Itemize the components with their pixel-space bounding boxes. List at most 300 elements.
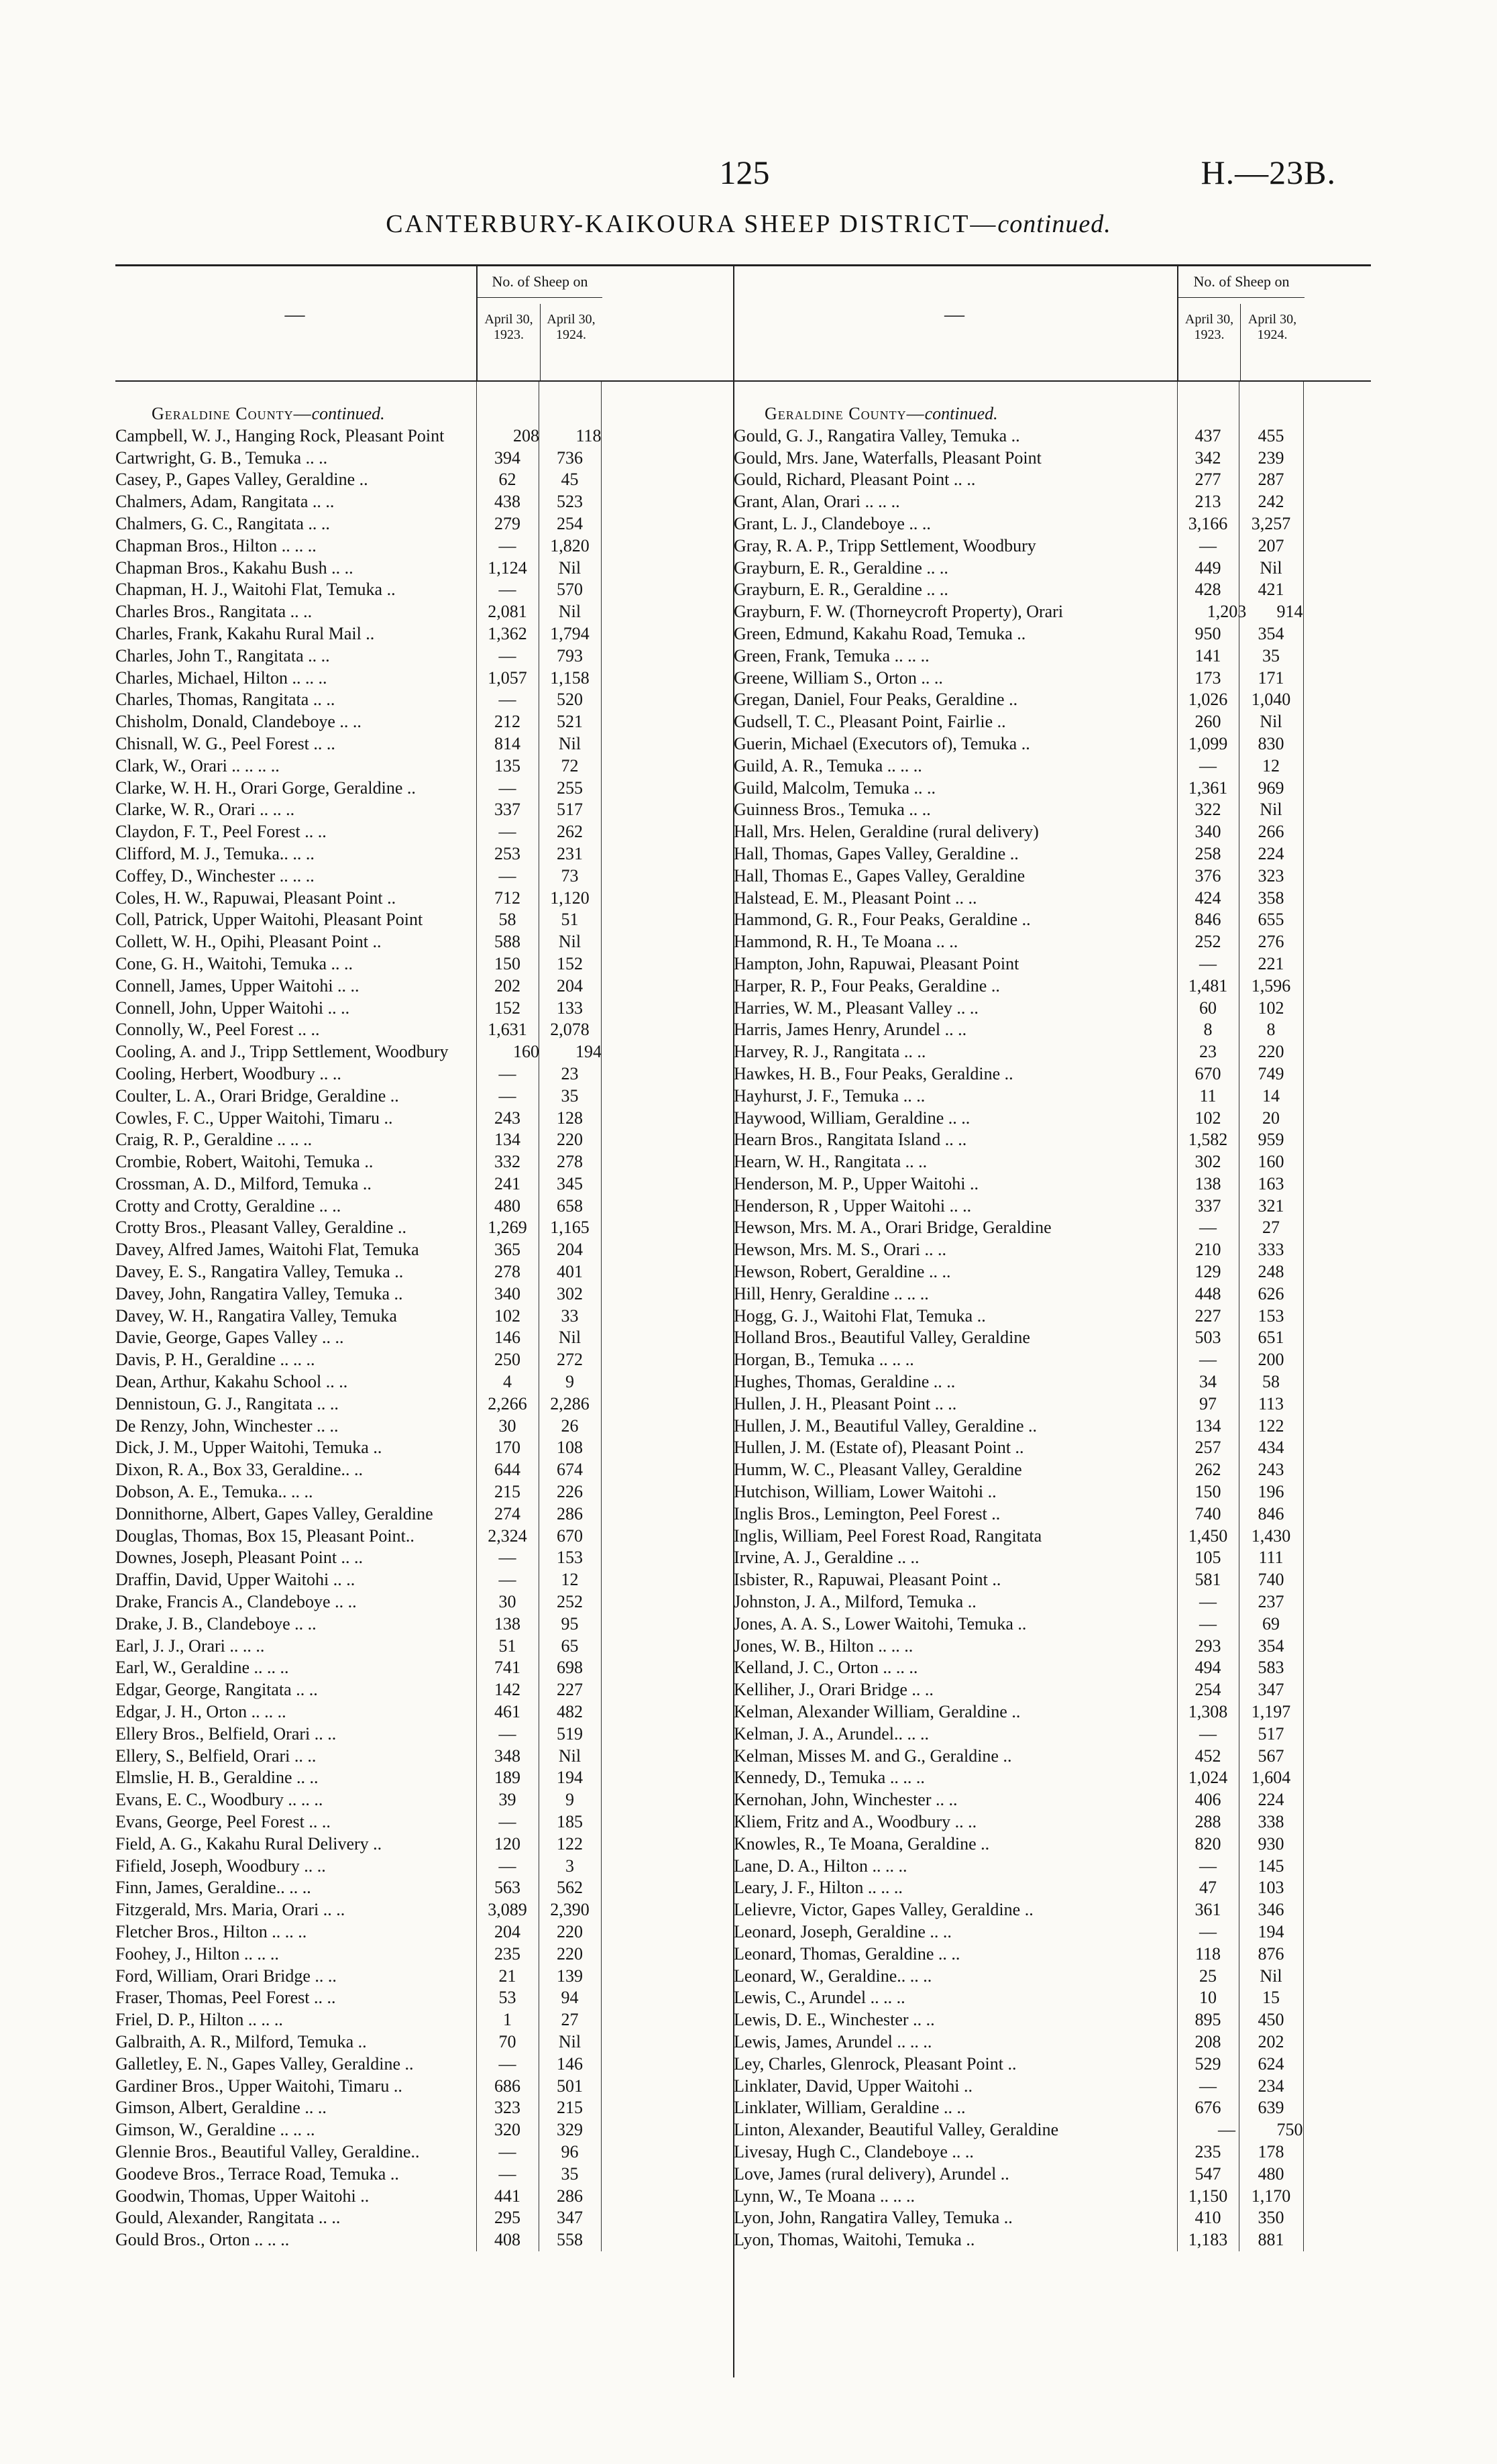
- owner-name: Draffin, David, Upper Waitohi .. ..: [115, 1570, 355, 1590]
- owner-name: Drake, J. B., Clandeboye .. ..: [115, 1613, 317, 1633]
- sheep-count-1924: 237: [1258, 1592, 1284, 1612]
- table-row: [115, 557, 736, 580]
- owner-name: Ellery Bros., Belfield, Orari .. ..: [115, 1723, 337, 1744]
- sheep-count-1924: 749: [1258, 1063, 1284, 1083]
- right-table: [734, 264, 1371, 2251]
- sheep-count-1923: 814: [494, 733, 520, 753]
- sheep-count-1924: 1,165: [550, 1218, 590, 1238]
- sheep-count-1924: 27: [561, 2010, 579, 2030]
- owner-name: Earl, W., Geraldine .. .. ..: [115, 1658, 289, 1678]
- owner-name: Grant, Alan, Orari .. .. ..: [734, 492, 900, 512]
- table-row: [115, 2009, 736, 2031]
- owner-name: Davey, John, Rangatira Valley, Temuka ..: [115, 1283, 403, 1303]
- sheep-count-1923: 895: [1195, 2010, 1221, 2030]
- sheep-count-1923: 676: [1195, 2098, 1221, 2118]
- sheep-count-1924: 239: [1258, 447, 1284, 468]
- table-row: [115, 1283, 736, 1305]
- sheep-count-1923: —: [498, 2141, 516, 2161]
- table-row: [115, 513, 736, 535]
- owner-name: Goodeve Bros., Terrace Road, Temuka ..: [115, 2163, 399, 2184]
- owner-name: Guinness Bros., Temuka .. ..: [734, 800, 931, 820]
- sheep-count-1923: 365: [494, 1240, 520, 1260]
- sheep-count-1923: 34: [1199, 1372, 1217, 1392]
- table-row: [734, 1679, 1371, 1701]
- sheep-count-1923: —: [498, 822, 516, 842]
- left-rule-c: [601, 382, 602, 2251]
- owner-name: Grayburn, E. R., Geraldine .. ..: [734, 580, 948, 600]
- sheep-count-1923: 288: [1195, 1812, 1221, 1831]
- sheep-count-1924: 202: [1258, 2031, 1284, 2051]
- owner-name: Chapman Bros., Kakahu Bush .. ..: [115, 557, 353, 578]
- sheep-count-1923: —: [1199, 2076, 1217, 2096]
- right-rule-a: [1177, 382, 1178, 2251]
- sheep-count-1923: —: [1199, 1723, 1217, 1744]
- sheep-count-1924: 220: [1258, 1042, 1284, 1062]
- sheep-count-1924: 9: [565, 1790, 574, 1810]
- owner-name: Halstead, E. M., Pleasant Point .. ..: [734, 888, 977, 908]
- right-rows-body: [734, 425, 1371, 2251]
- table-row: [734, 778, 1371, 800]
- table-row: [115, 1789, 736, 1811]
- table-row: [734, 645, 1371, 667]
- sheep-count-1924: 254: [557, 513, 583, 533]
- sheep-count-1924: 793: [557, 645, 583, 665]
- left-spacer: [115, 382, 736, 403]
- table-row: [115, 2119, 736, 2141]
- sheep-count-1923: 235: [494, 1943, 520, 1964]
- owner-name: Inglis Bros., Lemington, Peel Forest ..: [734, 1503, 1001, 1523]
- sheep-count-1924: Nil: [558, 602, 581, 622]
- sheep-count-1924: 227: [557, 1680, 583, 1700]
- sheep-count-1923: 1,124: [488, 557, 527, 578]
- sheep-count-1924: 354: [1258, 1636, 1284, 1656]
- sheep-count-1923: 547: [1195, 2163, 1221, 2184]
- table-row: [734, 623, 1371, 645]
- sheep-count-1923: 10: [1199, 1988, 1217, 2008]
- sheep-count-1923: 274: [494, 1503, 520, 1523]
- sheep-count-1924: 2,390: [550, 1900, 590, 1920]
- table-row: [734, 931, 1371, 953]
- sheep-count-1923: 278: [494, 1262, 520, 1282]
- table-row: [115, 1921, 736, 1943]
- owner-name: Kelman, J. A., Arundel.. .. ..: [734, 1723, 930, 1744]
- owner-name: De Renzy, John, Winchester .. ..: [115, 1415, 339, 1436]
- sheep-count-1924: 740: [1258, 1570, 1284, 1590]
- sheep-count-1923: 332: [494, 1152, 520, 1172]
- sheep-count-1924: 194: [1258, 1921, 1284, 1941]
- sheep-count-1924: 72: [561, 755, 579, 775]
- sheep-count-1924: 122: [1258, 1415, 1284, 1436]
- table-row: [734, 2076, 1371, 2098]
- owner-name: Gould, Richard, Pleasant Point .. ..: [734, 470, 976, 490]
- sheep-count-1923: 138: [1195, 1173, 1221, 1193]
- table-row: [734, 843, 1371, 865]
- owner-name: Finn, James, Geraldine.. .. ..: [115, 1878, 311, 1898]
- table-row: [734, 1657, 1371, 1679]
- sheep-count-1923: 173: [1195, 667, 1221, 688]
- sheep-count-1923: 150: [494, 953, 520, 973]
- table-row: [734, 1987, 1371, 2009]
- owner-name: Connell, James, Upper Waitohi .. ..: [115, 975, 359, 996]
- owner-name: Dobson, A. E., Temuka.. .. ..: [115, 1482, 313, 1502]
- table-row: [115, 2207, 736, 2229]
- sheep-count-1923: 348: [494, 1746, 520, 1766]
- sheep-count-1924: 111: [1258, 1548, 1284, 1568]
- sheep-count-1924: 501: [557, 2076, 583, 2096]
- table-row: [734, 1503, 1371, 1525]
- owner-name: Linklater, David, Upper Waitohi ..: [734, 2076, 973, 2096]
- sheep-count-1924: 583: [1258, 1658, 1284, 1678]
- sheep-count-1924: 567: [1258, 1746, 1284, 1766]
- sheep-count-1923: 204: [494, 1921, 520, 1941]
- left-rule-a: [476, 382, 477, 2251]
- owner-name: Galbraith, A. R., Milford, Temuka ..: [115, 2031, 367, 2051]
- table-row: [115, 2097, 736, 2119]
- sheep-count-1923: —: [1199, 755, 1217, 775]
- table-row: [115, 1085, 736, 1108]
- sheep-count-1924: Nil: [1260, 712, 1282, 732]
- table-row: [734, 1723, 1371, 1746]
- sheep-count-1923: 118: [1195, 1943, 1221, 1964]
- owner-name: Dixon, R. A., Box 33, Geraldine.. ..: [115, 1460, 364, 1480]
- sheep-count-1923: 135: [494, 755, 520, 775]
- table-row: [115, 1019, 736, 1041]
- sheep-count-1923: —: [1199, 1856, 1217, 1876]
- sheep-count-1924: 329: [557, 2120, 583, 2140]
- table-row: [734, 1613, 1371, 1636]
- sheep-count-1923: —: [1199, 1218, 1217, 1238]
- sheep-count-1924: 345: [557, 1173, 583, 1193]
- sheep-count-1923: —: [1199, 1592, 1217, 1612]
- sheep-count-1924: 204: [557, 1240, 583, 1260]
- owner-name: Hall, Thomas, Gapes Valley, Geraldine ..: [734, 843, 1019, 863]
- table-row: [734, 1349, 1371, 1371]
- table-row: [734, 2163, 1371, 2186]
- owner-name: Kelland, J. C., Orton .. .. ..: [734, 1658, 918, 1678]
- owner-name: Hall, Mrs. Helen, Geraldine (rural delivery): [734, 822, 1039, 842]
- table-row: [115, 1063, 736, 1085]
- owner-name: Gould, G. J., Rangatira Valley, Temuka ..: [734, 425, 1020, 445]
- owner-name: Coulter, L. A., Orari Bridge, Geraldine ..: [115, 1085, 399, 1106]
- owner-name: Fitzgerald, Mrs. Maria, Orari .. ..: [115, 1900, 345, 1920]
- owner-name: Crossman, A. D., Milford, Temuka ..: [115, 1173, 372, 1193]
- sheep-count-1923: 1,582: [1188, 1130, 1228, 1150]
- sheep-count-1924: 517: [557, 800, 583, 820]
- table-row: [734, 1371, 1371, 1393]
- table-row: [734, 1327, 1371, 1349]
- owner-name: Kelman, Alexander William, Geraldine ..: [734, 1702, 1021, 1722]
- sheep-count-1924: 35: [1262, 645, 1280, 665]
- sheep-count-1924: 736: [557, 447, 583, 468]
- table-row: [734, 2053, 1371, 2076]
- sheep-count-1923: 58: [498, 910, 516, 930]
- sheep-count-1924: 482: [557, 1702, 583, 1722]
- owner-name: Leonard, W., Geraldine.. .. ..: [734, 1966, 932, 1986]
- owner-name: Hammond, R. H., Te Moana .. ..: [734, 932, 958, 952]
- sheep-count-1924: 20: [1262, 1108, 1280, 1128]
- sheep-count-1923: 235: [1195, 2141, 1221, 2161]
- table-row: [734, 1217, 1371, 1239]
- table-row: [115, 491, 736, 513]
- sheep-count-1923: 2,081: [488, 602, 527, 622]
- table-row: [734, 2229, 1371, 2251]
- table-row: [734, 975, 1371, 998]
- sheep-count-1923: 1,183: [1188, 2230, 1228, 2250]
- sheep-count-1924: 272: [557, 1350, 583, 1370]
- right-rule-c: [1303, 382, 1304, 2251]
- sheep-count-1924: 69: [1262, 1613, 1280, 1633]
- sheep-count-1923: 262: [1195, 1460, 1221, 1480]
- table-row: [115, 1636, 736, 1658]
- owner-name: Charles Bros., Rangitata .. ..: [115, 602, 313, 622]
- sheep-count-1923: 361: [1195, 1900, 1221, 1920]
- sheep-count-1923: 1,631: [488, 1020, 527, 1040]
- table-row: [734, 1393, 1371, 1415]
- sheep-count-1924: 8: [1266, 1020, 1276, 1040]
- table-row: [734, 1195, 1371, 1218]
- sheep-count-1923: 449: [1195, 557, 1221, 578]
- sheep-count-1924: 276: [1258, 932, 1284, 952]
- sheep-count-1923: —: [1199, 1921, 1217, 1941]
- sheep-count-1923: 279: [494, 513, 520, 533]
- owner-name: Love, James (rural delivery), Arundel ..: [734, 2163, 1009, 2184]
- owner-name: Hullen, J. H., Pleasant Point .. ..: [734, 1393, 957, 1413]
- table-row: [734, 1283, 1371, 1305]
- table-row: [115, 1261, 736, 1283]
- sheep-count-1923: 146: [494, 1328, 520, 1348]
- sheep-count-1923: 741: [494, 1658, 520, 1678]
- sheep-count-1923: 30: [498, 1592, 516, 1612]
- sheep-count-1924: 846: [1258, 1503, 1284, 1523]
- sheep-count-1923: 410: [1195, 2208, 1221, 2228]
- sheep-count-1923: 340: [494, 1283, 520, 1303]
- sheep-count-1924: 12: [561, 1570, 579, 1590]
- owner-name: Coffey, D., Winchester .. .. ..: [115, 865, 315, 886]
- document-code: H.—23B.: [1201, 154, 1336, 191]
- sheep-count-1923: —: [498, 2163, 516, 2184]
- table-row: [734, 1173, 1371, 1195]
- table-row: [734, 2207, 1371, 2229]
- right-county-name: Geraldine County—: [765, 404, 925, 423]
- sheep-count-1923: 227: [1195, 1305, 1221, 1326]
- owner-name: Dean, Arthur, Kakahu School .. ..: [115, 1372, 348, 1392]
- sheep-count-1923: 250: [494, 1350, 520, 1370]
- sheep-count-1924: 153: [557, 1548, 583, 1568]
- owner-name: Chalmers, G. C., Rangitata .. ..: [115, 513, 330, 533]
- table-row: [115, 1481, 736, 1503]
- owner-name: Lewis, C., Arundel .. .. ..: [734, 1988, 905, 2008]
- sheep-count-1924: 624: [1258, 2053, 1284, 2074]
- owner-name: Jones, A. A. S., Lower Waitohi, Temuka ..: [734, 1613, 1027, 1633]
- sheep-count-1924: 122: [557, 1833, 583, 1854]
- sheep-count-1923: 448: [1195, 1283, 1221, 1303]
- sheep-count-1923: 213: [1195, 492, 1221, 512]
- table-row: [115, 1613, 736, 1636]
- owner-name: Evans, E. C., Woodbury .. .. ..: [115, 1790, 323, 1810]
- sheep-count-1923: 322: [1195, 800, 1221, 820]
- table-row: [734, 1921, 1371, 1943]
- owner-name: Edgar, George, Rangitata .. ..: [115, 1680, 318, 1700]
- sheep-count-1923: 257: [1195, 1438, 1221, 1458]
- sheep-count-1924: Nil: [558, 557, 581, 578]
- sheep-count-1924: 3: [565, 1856, 574, 1876]
- left-table-header: [115, 264, 736, 382]
- table-row: [115, 1327, 736, 1349]
- owner-name: Linklater, William, Geraldine .. ..: [734, 2098, 966, 2118]
- sheep-count-1924: Nil: [558, 1746, 581, 1766]
- sheep-count-1924: 1,040: [1251, 690, 1291, 710]
- owner-name: Hill, Henry, Geraldine .. .. ..: [734, 1283, 929, 1303]
- sheep-count-1923: 30: [498, 1415, 516, 1436]
- sheep-count-1924: 639: [1258, 2098, 1284, 2118]
- sheep-count-1924: 196: [1258, 1482, 1284, 1502]
- owner-name: Horgan, B., Temuka .. .. ..: [734, 1350, 914, 1370]
- sheep-count-1923: 1,024: [1188, 1768, 1228, 1788]
- sheep-count-1923: 1,362: [488, 623, 527, 643]
- table-row: [115, 447, 736, 470]
- sheep-count-1923: 170: [494, 1438, 520, 1458]
- owner-name: Humm, W. C., Pleasant Valley, Geraldine: [734, 1460, 1022, 1480]
- sheep-count-1924: 242: [1258, 492, 1284, 512]
- sheep-count-1923: 70: [498, 2031, 516, 2051]
- right-county-heading: [734, 403, 1371, 425]
- owner-name: Hewson, Mrs. M. A., Orari Bridge, Geraldine: [734, 1218, 1052, 1238]
- owner-name: Clarke, W. H. H., Orari Gorge, Geraldine ..: [115, 778, 416, 798]
- table-row: [734, 2141, 1371, 2163]
- owner-name: Dick, J. M., Upper Waitohi, Temuka ..: [115, 1438, 382, 1458]
- sheep-count-1923: —: [498, 1812, 516, 1831]
- table-row: [734, 1151, 1371, 1173]
- sheep-count-1924: 450: [1258, 2010, 1284, 2030]
- table-row: [115, 2031, 736, 2053]
- sheep-count-1923: 243: [494, 1108, 520, 1128]
- owner-name: Leonard, Thomas, Geraldine .. ..: [734, 1943, 960, 1964]
- sheep-count-1923: 588: [494, 932, 520, 952]
- sheep-count-1924: Nil: [1260, 1966, 1282, 1986]
- sheep-count-1923: 62: [498, 470, 516, 490]
- sheep-count-1924: Nil: [558, 932, 581, 952]
- sheep-count-1924: 153: [1258, 1305, 1284, 1326]
- sheep-count-1924: 178: [1258, 2141, 1284, 2161]
- sheep-count-1923: —: [1199, 953, 1217, 973]
- table-row: [115, 909, 736, 931]
- owner-name: Isbister, R., Rapuwai, Pleasant Point ..: [734, 1570, 1001, 1590]
- owner-name: Craig, R. P., Geraldine .. .. ..: [115, 1130, 313, 1150]
- sheep-count-1923: 102: [1195, 1108, 1221, 1128]
- sheep-count-1924: 145: [1258, 1856, 1284, 1876]
- sheep-count-1923: 1,269: [488, 1218, 527, 1238]
- sheep-count-1924: 220: [557, 1921, 583, 1941]
- sheep-count-1924: 570: [557, 580, 583, 600]
- table-row: [734, 1899, 1371, 1921]
- sheep-count-1923: 1,203: [1207, 602, 1247, 622]
- owner-name: Kelliher, J., Orari Bridge .. ..: [734, 1680, 934, 1700]
- sheep-count-1923: —: [498, 865, 516, 886]
- sheep-count-1923: 1,450: [1188, 1525, 1228, 1546]
- sheep-count-1924: 517: [1258, 1723, 1284, 1744]
- sheep-count-1924: 286: [557, 2186, 583, 2206]
- sheep-count-1924: 252: [557, 1592, 583, 1612]
- owner-name: Lelievre, Victor, Gapes Valley, Geraldine ..: [734, 1900, 1034, 1920]
- sheep-count-1924: 215: [557, 2098, 583, 2118]
- owner-name: Haywood, William, Geraldine .. ..: [734, 1108, 971, 1128]
- owner-name: Lyon, John, Rangatira Valley, Temuka ..: [734, 2208, 1013, 2228]
- table-row: [115, 1305, 736, 1328]
- owner-name: Harper, R. P., Four Peaks, Geraldine ..: [734, 975, 1000, 996]
- sheep-count-1924: 139: [557, 1966, 583, 1986]
- sheep-count-1923: 302: [1195, 1152, 1221, 1172]
- owner-name: Green, Frank, Temuka .. .. ..: [734, 645, 930, 665]
- table-row: [734, 535, 1371, 557]
- sheep-count-1924: 224: [1258, 843, 1284, 863]
- sheep-count-1924: 287: [1258, 470, 1284, 490]
- left-rows: [115, 382, 736, 2251]
- sheep-count-1923: 1,057: [488, 667, 527, 688]
- table-row: [734, 579, 1371, 601]
- sheep-count-1923: 258: [1195, 843, 1221, 863]
- sheep-count-1924: 670: [557, 1525, 583, 1546]
- table-row: [115, 1239, 736, 1261]
- table-row: [115, 931, 736, 953]
- owner-name: Green, Edmund, Kakahu Road, Temuka ..: [734, 623, 1026, 643]
- sheep-count-1923: 950: [1195, 623, 1221, 643]
- sheep-count-1923: —: [1199, 1350, 1217, 1370]
- table-row: [115, 1856, 736, 1878]
- right-spacer: [734, 382, 1371, 403]
- table-row: [734, 1789, 1371, 1811]
- sheep-count-1923: 141: [1195, 645, 1221, 665]
- table-row: [734, 2119, 1371, 2141]
- right-rows: [734, 382, 1371, 2251]
- sheep-count-1924: 655: [1258, 910, 1284, 930]
- sheep-count-1923: —: [498, 778, 516, 798]
- table-row: [734, 1636, 1371, 1658]
- sheep-count-1923: 208: [1195, 2031, 1221, 2051]
- owner-name: Fletcher Bros., Hilton .. .. ..: [115, 1921, 307, 1941]
- table-row: [115, 425, 736, 447]
- owner-name: Lewis, D. E., Winchester .. ..: [734, 2010, 935, 2030]
- owner-name: Foohey, J., Hilton .. .. ..: [115, 1943, 279, 1964]
- right-col-1924: April 30, 1924.: [1248, 312, 1297, 342]
- sheep-count-1923: —: [498, 580, 516, 600]
- owner-name: Livesay, Hugh C., Clandeboye .. ..: [734, 2141, 974, 2161]
- sheep-count-1923: 202: [494, 975, 520, 996]
- sheep-count-1924: 2,286: [550, 1393, 590, 1413]
- sheep-count-1924: 959: [1258, 1130, 1284, 1150]
- sheep-count-1923: —: [498, 1548, 516, 1568]
- sheep-count-1923: 8: [1203, 1020, 1213, 1040]
- sheep-count-1923: 4: [503, 1372, 512, 1392]
- table-row: [115, 1217, 736, 1239]
- sheep-count-1923: 60: [1199, 998, 1217, 1018]
- table-row: [734, 888, 1371, 910]
- sheep-count-1923: 47: [1199, 1878, 1217, 1898]
- table-row: [115, 1108, 736, 1130]
- sheep-count-1923: 189: [494, 1768, 520, 1788]
- table-row: [734, 1811, 1371, 1833]
- sheep-count-1924: Nil: [1260, 557, 1282, 578]
- owner-name: Glennie Bros., Beautiful Valley, Geraldine..: [115, 2141, 420, 2161]
- title-suffix: continued.: [997, 210, 1111, 238]
- owner-name: Hogg, G. J., Waitohi Flat, Temuka ..: [734, 1305, 986, 1326]
- sheep-count-1924: 152: [557, 953, 583, 973]
- sheep-count-1923: —: [498, 1063, 516, 1083]
- sheep-count-1924: 914: [1276, 602, 1303, 622]
- table-row: [734, 998, 1371, 1020]
- table-row: [115, 843, 736, 865]
- sheep-count-1924: 226: [557, 1482, 583, 1502]
- page-title: [0, 209, 1497, 239]
